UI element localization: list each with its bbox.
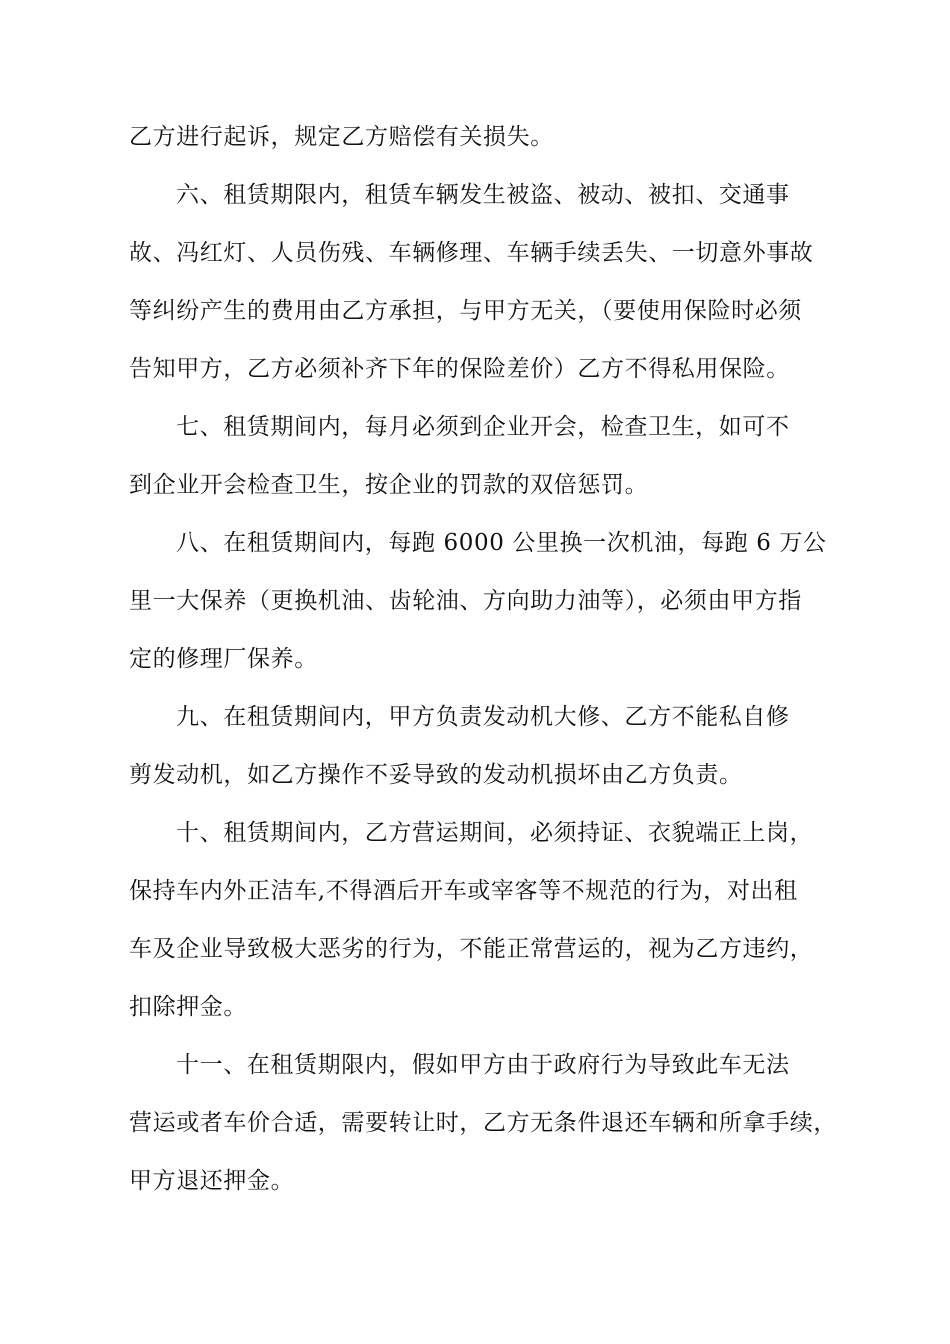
text-line: 等纠纷产生的费用由乙方承担，与甲方无关，（要使用保险时必须 (129, 298, 802, 324)
text-line: 车及企业导致极大恶劣的行为，不能正常营运的，视为乙方违约， (129, 936, 814, 962)
paragraph-10-line-1: 十、租赁期间内，乙方营运期间，必须持证、衣貌端正上岗， (176, 820, 814, 846)
text-line: 甲方退还押金。 (129, 1168, 295, 1194)
text-line: 保持车内外正洁车,不得酒后开车或宰客等不规范的行为，对出租 (129, 878, 798, 904)
text-line: 到企业开会检查卫生，按企业的罚款的双倍惩罚。 (129, 472, 649, 498)
paragraph-6-line-1: 六、租赁期限内，租赁车辆发生被盗、被动、被扣、交通事 (176, 182, 790, 208)
text-line: 扣除押金。 (129, 994, 247, 1020)
text-line: 剪发动机，如乙方操作不妥导致的发动机损坏由乙方负责。 (129, 762, 743, 788)
paragraph-7-line-1: 七、租赁期间内，每月必须到企业开会，检查卫生，如可不 (176, 414, 790, 440)
text-line: 告知甲方，乙方必须补齐下年的保险差价）乙方不得私用保险。 (129, 356, 790, 382)
paragraph-9-line-1: 九、在租赁期间内，甲方负责发动机大修、乙方不能私自修 (176, 704, 790, 730)
text-line: 故、冯红灯、人员伤残、车辆修理、车辆手续丢失、一切意外事故 (129, 240, 814, 266)
text-line: 里一大保养（更换机油、齿轮油、方向助力油等），必须由甲方指 (129, 588, 802, 614)
text-line: 乙方进行起诉，规定乙方赔偿有关损失。 (129, 124, 554, 150)
paragraph-8-line-1: 八、在租赁期间内，每跑 6000 公里换一次机油，每跑 6 万公 (176, 530, 827, 556)
paragraph-11-line-1: 十一、在租赁期限内，假如甲方由于政府行为导致此车无法 (176, 1052, 790, 1078)
text-line: 营运或者车价合适，需要转让时，乙方无条件退还车辆和所拿手续， (129, 1110, 837, 1136)
text-line: 定的修理厂保养。 (129, 646, 318, 672)
